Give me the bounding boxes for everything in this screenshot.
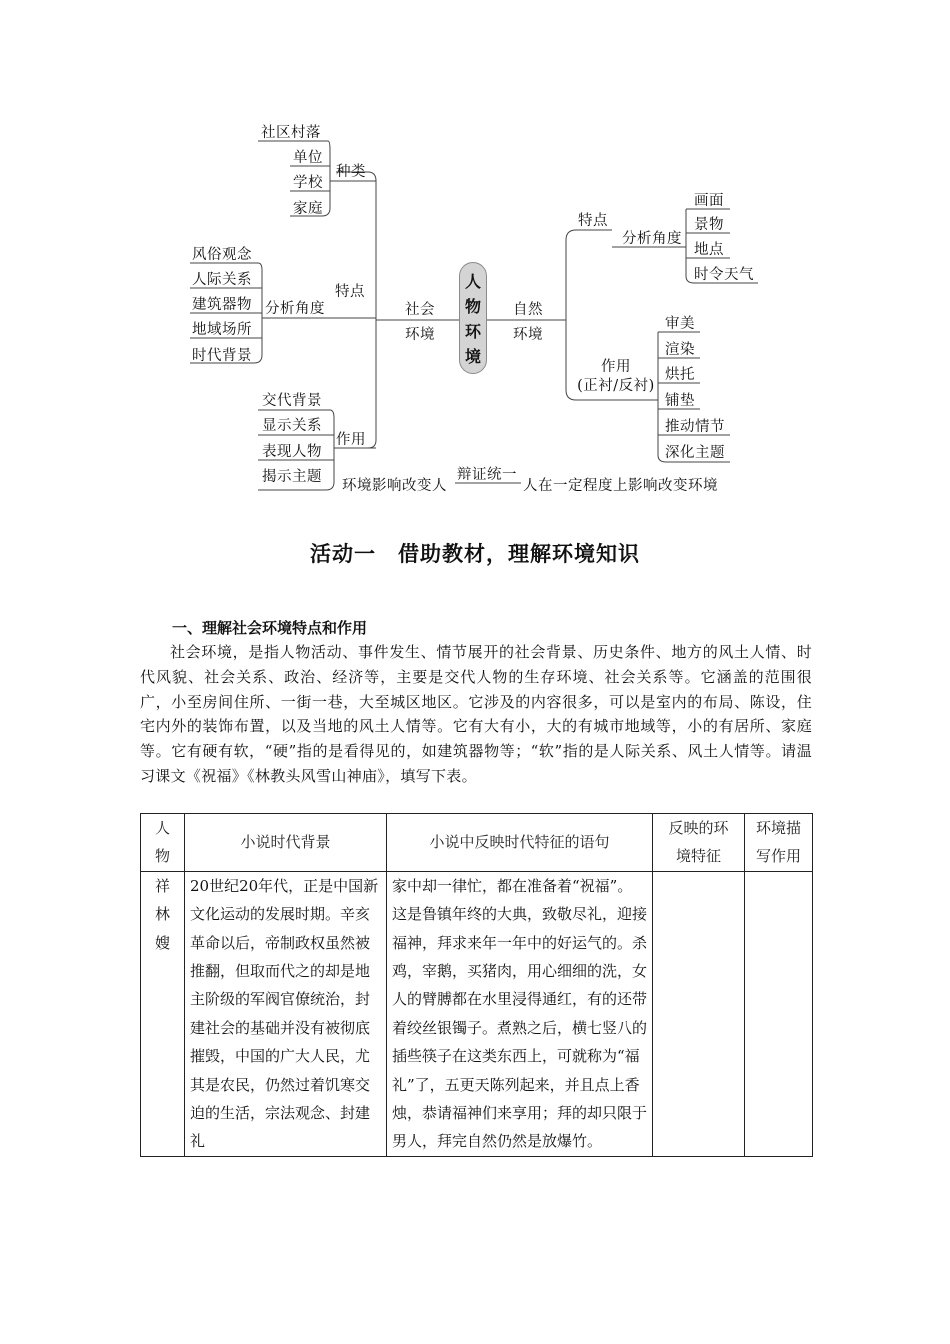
mm-nat-effect-item: 烘托 xyxy=(665,367,695,383)
header-sentences: 小说中反映时代特征的语句 xyxy=(387,814,653,872)
header-env-feature: 反映的环境特征 xyxy=(653,814,745,872)
mm-kind-item: 家庭 xyxy=(293,201,323,217)
cell-person: 祥林嫂 xyxy=(141,871,185,1156)
cell-env-feature[interactable] xyxy=(653,871,745,1156)
mm-relation-right: 人在一定程度上影响改变环境 xyxy=(523,478,718,494)
mm-center-char: 人 xyxy=(464,272,481,291)
mm-kind-item: 社区村落 xyxy=(261,125,321,141)
mm-effect-item: 显示关系 xyxy=(262,418,322,434)
mm-effects-label: 作用 xyxy=(336,432,366,448)
mm-kind-item: 单位 xyxy=(293,150,323,166)
mm-feature-item: 风俗观念 xyxy=(192,247,252,263)
mm-feature-item: 人际关系 xyxy=(192,272,252,288)
mm-analysis-angle: 分析角度 xyxy=(265,301,325,317)
cell-background: 20世纪20年代，正是中国新文化运动的发展时期。辛亥革命以后，帝制政权虽然被推翻，但取而代之的却是地主阶级的军阀官僚统治，封建社会的基础并没有被彻底摧毁，中国的广大人民，尤其是农民，仍然过着饥寒交迫的生活，宗法观念、封建礼 xyxy=(185,871,387,1156)
mm-nat-feature-item: 画面 xyxy=(694,193,724,209)
mm-social-env: 社会环境 xyxy=(405,302,435,343)
mm-natural-env: 自然环境 xyxy=(513,302,543,343)
mindmap-lines xyxy=(0,0,950,520)
mm-nat-feature-item: 景物 xyxy=(694,217,724,233)
mm-nat-effect-item: 渲染 xyxy=(665,342,695,358)
table-row xyxy=(141,871,813,1156)
mm-nat-effect-item: 审美 xyxy=(665,316,695,332)
mm-nat-feature-item: 时令天气 xyxy=(694,267,754,283)
header-background: 小说时代背景 xyxy=(185,814,387,872)
mm-effect-item: 揭示主题 xyxy=(262,469,322,485)
mm-kind-item: 学校 xyxy=(293,175,323,191)
mm-feature-item: 建筑器物 xyxy=(192,297,252,313)
mm-feature-item: 地域场所 xyxy=(192,322,252,338)
mm-effect-item: 表现人物 xyxy=(262,444,322,460)
mm-effect-item: 交代背景 xyxy=(262,393,322,409)
mm-relation-left: 环境影响改变人 xyxy=(342,478,447,494)
section-heading: 一、理解社会环境特点和作用 xyxy=(172,619,368,637)
mm-nat-effect-item: 铺垫 xyxy=(665,393,695,409)
mm-kinds-label: 种类 xyxy=(336,164,366,180)
cell-sentences: 家中却一律忙，都在准备着“祝福”。这是鲁镇年终的大典，致敬尽礼，迎接福神，拜求来年一年中的好运气的。杀鸡，宰鹅，买猪肉，用心细细的洗，女人的臂膊都在水里浸得通红，有的还带着绞丝银镯子。煮熟之后，横七竖八的插些筷子在这类东西上，可就称为“福礼”了，五更天陈列起来，并且点上香烛，恭请福神们来享用；拜的却只限于男人，拜完自然仍然是放爆竹。 xyxy=(387,871,653,1156)
mm-center-char: 物 xyxy=(464,297,481,316)
environment-table xyxy=(140,813,813,1157)
cell-effect[interactable] xyxy=(745,871,813,1156)
mm-nat-features-label: 特点 xyxy=(578,213,608,229)
mm-relation-middle: 辩证统一 xyxy=(457,467,517,483)
intro-paragraph: 社会环境，是指人物活动、事件发生、情节展开的社会背景、历史条件、地方的风土人情、时代风貌、社会关系、政治、经济等，主要是交代人物的生存环境、社会关系等。它涵盖的范围很广，小至房间住所、一街一巷，大至城区地区。它涉及的内容很多，可以是室内的布局、陈设，住宅内外的装饰布置，以及当地的风土人情等。它有大有小，大的有城市地域等，小的有居所、家庭等。它有硬有软，“硬”指的是看得见的，如建筑器物等；“软”指的是人际关系、风土人情等。请温习课文《祝福》《林教头风雪山神庙》，填写下表。 xyxy=(140,643,812,785)
mm-center-char: 环 xyxy=(464,322,481,341)
header-person: 人物 xyxy=(141,814,185,872)
mm-nat-feature-item: 地点 xyxy=(694,242,724,258)
page-title: 活动一 借助教材，理解环境知识 xyxy=(310,542,640,566)
table-header-row xyxy=(141,814,813,872)
mm-nat-effect-item: 推动情节 xyxy=(665,419,725,435)
mm-center-char: 境 xyxy=(464,347,481,366)
mm-center-node xyxy=(459,262,487,374)
header-effect: 环境描写作用 xyxy=(745,814,813,872)
mm-nat-effect-item: 深化主题 xyxy=(665,445,725,461)
mm-nat-analysis-angle: 分析角度 xyxy=(622,231,682,247)
mm-feature-item: 时代背景 xyxy=(192,348,252,364)
mm-nat-effects-label: 作用 xyxy=(601,359,631,375)
mm-features-label: 特点 xyxy=(335,284,365,300)
mm-nat-effects-sub: (正衬/反衬) xyxy=(577,378,655,394)
